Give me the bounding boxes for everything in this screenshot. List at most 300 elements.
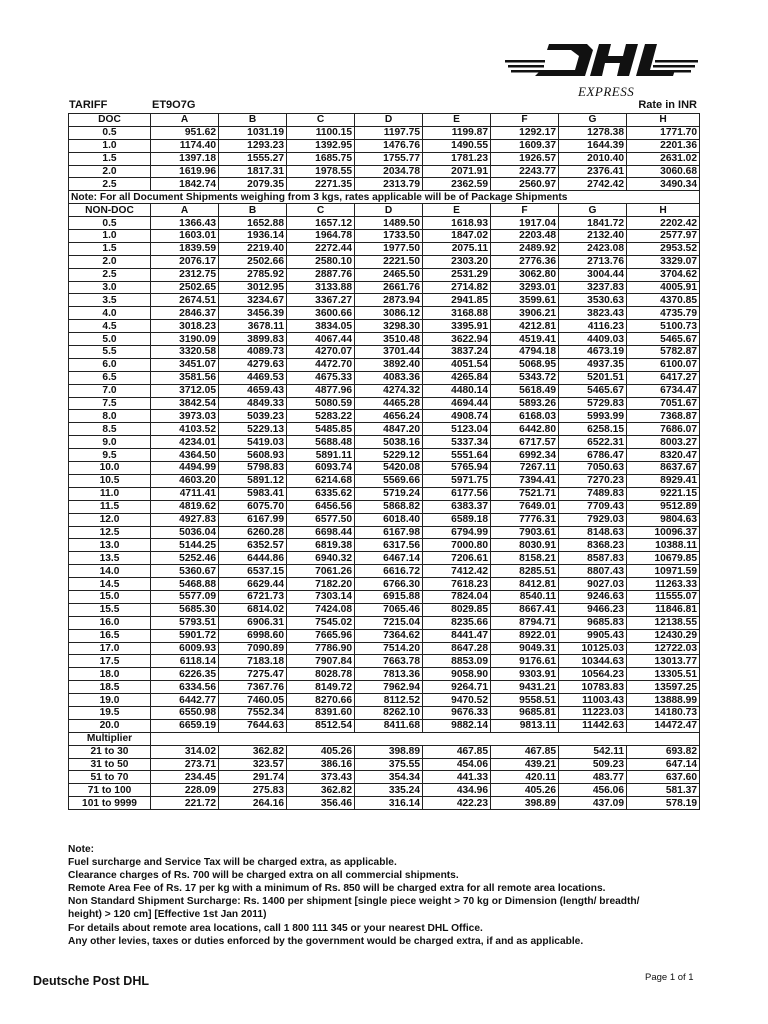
rate-cell: 6537.15 — [219, 565, 287, 578]
rate-cell: 5144.25 — [151, 539, 219, 552]
rate-cell: 9176.61 — [491, 655, 559, 668]
rate-unit: Rate in INR — [638, 99, 697, 111]
rate-cell: 1842.74 — [151, 178, 219, 191]
table-row — [69, 694, 700, 707]
rate-cell: 5465.67 — [559, 384, 627, 397]
rate-cell: 6442.80 — [491, 423, 559, 436]
rate-cell: 2531.29 — [423, 268, 491, 281]
row-label-cell: 7.5 — [69, 397, 151, 410]
rate-cell: 4005.91 — [627, 281, 700, 294]
rate-cell: 578.19 — [627, 797, 700, 810]
rate-cell: 8412.81 — [491, 578, 559, 591]
row-label-cell: 3.0 — [69, 281, 151, 294]
rate-cell: 2202.42 — [627, 217, 700, 230]
rate-cell: 4234.01 — [151, 436, 219, 449]
rate-cell: 420.11 — [491, 771, 559, 784]
rate-cell: 2785.92 — [219, 268, 287, 281]
rate-cell: 5569.66 — [355, 474, 423, 487]
rate-cell: 3834.05 — [287, 320, 355, 333]
rate-cell: 1609.37 — [491, 139, 559, 152]
row-label-cell: 7.0 — [69, 384, 151, 397]
rate-cell: 6018.40 — [355, 513, 423, 526]
rate-cell: 2661.76 — [355, 281, 423, 294]
rate-cell: 2713.76 — [559, 255, 627, 268]
table-row — [69, 165, 700, 178]
rate-cell: 4270.07 — [287, 346, 355, 359]
rate-cell: 7776.31 — [491, 513, 559, 526]
rate-cell: 5618.49 — [491, 384, 559, 397]
rate-cell: 6167.98 — [355, 526, 423, 539]
row-label-cell: 10.0 — [69, 462, 151, 475]
rate-cell: 1618.93 — [423, 217, 491, 230]
rate-cell: 4480.14 — [423, 384, 491, 397]
rate-cell: 6442.77 — [151, 694, 219, 707]
rate-cell: 398.89 — [355, 745, 423, 758]
rate-cell: 9676.33 — [423, 706, 491, 719]
rate-cell: 7552.34 — [219, 706, 287, 719]
rate-cell: 2714.82 — [423, 281, 491, 294]
rate-cell: 4847.20 — [355, 423, 423, 436]
rate-cell: 9882.14 — [423, 719, 491, 732]
rate-cell: 693.82 — [627, 745, 700, 758]
rate-cell: 9058.90 — [423, 668, 491, 681]
rate-cell: 6577.50 — [287, 513, 355, 526]
rate-cell: 11263.33 — [627, 578, 700, 591]
row-label-cell: 2.0 — [69, 255, 151, 268]
doc-note — [69, 191, 700, 204]
rate-cell: 386.16 — [287, 758, 355, 771]
rate-cell: 6814.02 — [219, 603, 287, 616]
rate-cell: 6786.47 — [559, 449, 627, 462]
table-row — [69, 500, 700, 513]
rate-cell: 362.82 — [219, 745, 287, 758]
rate-cell: 335.24 — [355, 784, 423, 797]
rate-cell: 10096.37 — [627, 526, 700, 539]
rate-cell: 316.14 — [355, 797, 423, 810]
row-label-cell: 5.5 — [69, 346, 151, 359]
rate-cell: 7412.42 — [423, 565, 491, 578]
rate-cell: F — [491, 204, 559, 217]
rate-cell: 5688.48 — [287, 436, 355, 449]
rate-cell: 13888.99 — [627, 694, 700, 707]
rate-cell: 3704.62 — [627, 268, 700, 281]
rate-cell: 439.21 — [491, 758, 559, 771]
rate-cell: 362.82 — [287, 784, 355, 797]
table-row — [69, 242, 700, 255]
rate-cell: 2376.41 — [559, 165, 627, 178]
rate-cell: 5729.83 — [559, 397, 627, 410]
rate-cell: 11442.63 — [559, 719, 627, 732]
rate-cell: 4937.35 — [559, 358, 627, 371]
rate-cell: 2423.08 — [559, 242, 627, 255]
rate-cell: 356.46 — [287, 797, 355, 810]
rate-cell: 2742.42 — [559, 178, 627, 191]
rate-cell: 4673.19 — [559, 346, 627, 359]
rate-cell: 3906.21 — [491, 307, 559, 320]
rate-cell: 6734.47 — [627, 384, 700, 397]
rate-cell: 3367.27 — [287, 294, 355, 307]
rate-cell: 7644.63 — [219, 719, 287, 732]
rate-cell: 1817.31 — [219, 165, 287, 178]
rate-cell: 1847.02 — [423, 230, 491, 243]
row-label-cell: 31 to 50 — [69, 758, 151, 771]
rate-cell: 6118.14 — [151, 655, 219, 668]
rate-cell: 2776.36 — [491, 255, 559, 268]
rate-cell: 8270.66 — [287, 694, 355, 707]
rate-cell: 4877.96 — [287, 384, 355, 397]
rate-cell: 1926.57 — [491, 152, 559, 165]
rate-cell: 6717.57 — [491, 436, 559, 449]
rate-cell: 8667.41 — [491, 603, 559, 616]
table-row — [69, 706, 700, 719]
table-row — [69, 152, 700, 165]
rate-cell: E — [423, 114, 491, 127]
row-label-cell: 2.0 — [69, 165, 151, 178]
rate-cell: 422.23 — [423, 797, 491, 810]
rate-cell: 4794.18 — [491, 346, 559, 359]
rate-cell: 3133.88 — [287, 281, 355, 294]
rate-cell: 6009.93 — [151, 642, 219, 655]
rate-cell: 8929.41 — [627, 474, 700, 487]
rate-cell: 7090.89 — [219, 642, 287, 655]
rate-cell: 4051.54 — [423, 358, 491, 371]
rate-cell: 2071.91 — [423, 165, 491, 178]
rate-cell: 7521.71 — [491, 487, 559, 500]
row-label-cell: 12.5 — [69, 526, 151, 539]
rate-cell: 437.09 — [559, 797, 627, 810]
rate-cell: 1917.04 — [491, 217, 559, 230]
row-label-cell: 6.0 — [69, 358, 151, 371]
rate-cell: 275.83 — [219, 784, 287, 797]
rate-cell: 9221.15 — [627, 487, 700, 500]
row-label-cell: 71 to 100 — [69, 784, 151, 797]
rate-cell: 405.26 — [491, 784, 559, 797]
table-row — [69, 294, 700, 307]
rate-cell: 4067.44 — [287, 333, 355, 346]
note-line: For details about remote area locations, call 1 800 111 345 or your nearest DHL Office. — [68, 922, 483, 934]
rate-cell: 7368.87 — [627, 410, 700, 423]
row-label-cell: 14.5 — [69, 578, 151, 591]
table-row — [69, 797, 700, 810]
rate-cell: 3899.83 — [219, 333, 287, 346]
rate-cell: 7665.96 — [287, 629, 355, 642]
rate-cell: 1978.55 — [287, 165, 355, 178]
rate-cell: 8637.67 — [627, 462, 700, 475]
rate-cell: 14472.47 — [627, 719, 700, 732]
rate-cell: 6334.56 — [151, 681, 219, 694]
rate-cell: 4711.41 — [151, 487, 219, 500]
rate-cell: 5420.08 — [355, 462, 423, 475]
row-label-cell: 4.0 — [69, 307, 151, 320]
page-number: Page 1 of 1 — [645, 972, 694, 983]
rate-cell: 4819.62 — [151, 500, 219, 513]
rate-cell: 5891.12 — [219, 474, 287, 487]
rate-cell: 5468.88 — [151, 578, 219, 591]
rate-cell: 7460.05 — [219, 694, 287, 707]
rate-cell: 8411.68 — [355, 719, 423, 732]
rate-cell: 6456.56 — [287, 500, 355, 513]
table-row — [69, 603, 700, 616]
rate-cell: 7267.11 — [491, 462, 559, 475]
rate-cell: 373.43 — [287, 771, 355, 784]
rate-table-body — [69, 114, 700, 810]
table-row — [69, 436, 700, 449]
rate-cell: 4849.33 — [219, 397, 287, 410]
rate-cell: 7215.04 — [355, 616, 423, 629]
rate-cell: 10783.83 — [559, 681, 627, 694]
rate-cell: 6794.99 — [423, 526, 491, 539]
rate-cell: 6383.37 — [423, 500, 491, 513]
rate-cell: 3320.58 — [151, 346, 219, 359]
rate-cell: 8148.63 — [559, 526, 627, 539]
rate-cell: 2132.40 — [559, 230, 627, 243]
rate-cell: 1964.78 — [287, 230, 355, 243]
rate-cell: 2631.02 — [627, 152, 700, 165]
rate-cell: 7394.41 — [491, 474, 559, 487]
rate-cell: 9264.71 — [423, 681, 491, 694]
rate-cell: 323.57 — [219, 758, 287, 771]
rate-cell: 6467.14 — [355, 552, 423, 565]
rate-cell: 7663.78 — [355, 655, 423, 668]
rate-cell: 1174.40 — [151, 139, 219, 152]
rate-cell: 581.37 — [627, 784, 700, 797]
table-row — [69, 178, 700, 191]
rate-cell: 354.34 — [355, 771, 423, 784]
rate-cell: 2243.77 — [491, 165, 559, 178]
row-label-cell: 11.5 — [69, 500, 151, 513]
rate-cell: 5038.16 — [355, 436, 423, 449]
note-line: Fuel surcharge and Service Tax will be charged extra, as applicable. — [68, 857, 397, 869]
rate-cell: 6214.68 — [287, 474, 355, 487]
rate-cell: 637.60 — [627, 771, 700, 784]
rate-cell: 1278.38 — [559, 126, 627, 139]
rate-cell: 10679.85 — [627, 552, 700, 565]
row-label-cell: 9.5 — [69, 449, 151, 462]
rate-cell: 6444.86 — [219, 552, 287, 565]
rate-cell: 3451.07 — [151, 358, 219, 371]
rate-cell: 1555.27 — [219, 152, 287, 165]
tariff-code: ET9O7G — [152, 99, 196, 111]
rate-cell: 3701.44 — [355, 346, 423, 359]
rate-cell: 4908.74 — [423, 410, 491, 423]
rate-cell: 7367.76 — [219, 681, 287, 694]
rate-cell: 3892.40 — [355, 358, 423, 371]
note-line: Remote Area Fee of Rs. 17 per kg with a minimum of Rs. 850 will be charged extra for all remote area locations. — [68, 883, 606, 895]
rate-cell: 3237.83 — [559, 281, 627, 294]
table-row — [69, 346, 700, 359]
row-label-cell: 19.0 — [69, 694, 151, 707]
rate-cell: 5201.51 — [559, 371, 627, 384]
rate-cell: 467.85 — [423, 745, 491, 758]
rate-cell: 6100.07 — [627, 358, 700, 371]
rate-cell: 5971.75 — [423, 474, 491, 487]
rate-cell: 5252.46 — [151, 552, 219, 565]
table-row — [69, 255, 700, 268]
rate-cell: 6258.15 — [559, 423, 627, 436]
rate-cell: 7364.62 — [355, 629, 423, 642]
table-row — [69, 333, 700, 346]
rate-cell: 11846.81 — [627, 603, 700, 616]
rate-cell: 6522.31 — [559, 436, 627, 449]
table-row — [69, 513, 700, 526]
row-label-cell: 18.0 — [69, 668, 151, 681]
rate-cell: H — [627, 114, 700, 127]
rate-cell: 221.72 — [151, 797, 219, 810]
row-label-cell: 17.5 — [69, 655, 151, 668]
rate-cell: 7929.03 — [559, 513, 627, 526]
dhl-logo — [505, 40, 698, 86]
row-label-cell: 16.5 — [69, 629, 151, 642]
rate-cell: 5068.95 — [491, 358, 559, 371]
rate-cell: 7275.47 — [219, 668, 287, 681]
rate-cell: 5993.99 — [559, 410, 627, 423]
table-row — [69, 358, 700, 371]
rate-cell: 4364.50 — [151, 449, 219, 462]
rate-cell: 7545.02 — [287, 616, 355, 629]
note-line: Non Standard Shipment Surcharge: Rs. 1400 per shipment [single piece weight > 70 kg or Dimension (length/ breadth/ — [68, 896, 640, 908]
rate-cell: 9470.52 — [423, 694, 491, 707]
rate-cell: 8922.01 — [491, 629, 559, 642]
rate-cell: 2953.52 — [627, 242, 700, 255]
row-label-cell: 19.5 — [69, 706, 151, 719]
rate-cell: 7050.63 — [559, 462, 627, 475]
rate-cell: 5039.23 — [219, 410, 287, 423]
rate-cell: 405.26 — [287, 745, 355, 758]
row-label-cell: 1.0 — [69, 230, 151, 243]
footer-brand: Deutsche Post DHL — [33, 974, 149, 988]
rate-cell: 11003.43 — [559, 694, 627, 707]
rate-cell: 3490.34 — [627, 178, 700, 191]
rate-cell: 3837.24 — [423, 346, 491, 359]
rate-cell: 5868.82 — [355, 500, 423, 513]
table-row — [69, 642, 700, 655]
rate-cell: 5360.67 — [151, 565, 219, 578]
table-row — [69, 616, 700, 629]
row-label-cell: 15.0 — [69, 590, 151, 603]
rate-cell: 10971.59 — [627, 565, 700, 578]
rate-cell: A — [151, 114, 219, 127]
rate-cell: 2465.50 — [355, 268, 423, 281]
rate-cell: 1685.75 — [287, 152, 355, 165]
tariff-label: TARIFF — [69, 99, 108, 111]
rate-cell: 3234.67 — [219, 294, 287, 307]
rate-cell: 13597.25 — [627, 681, 700, 694]
rate-cell: 4370.85 — [627, 294, 700, 307]
table-row — [69, 410, 700, 423]
table-row — [69, 462, 700, 475]
row-label-cell: 0.5 — [69, 217, 151, 230]
rate-cell: 3012.95 — [219, 281, 287, 294]
rate-cell: 228.09 — [151, 784, 219, 797]
rate-cell: 2034.78 — [355, 165, 423, 178]
rate-cell: 4735.79 — [627, 307, 700, 320]
rate-cell: 483.77 — [559, 771, 627, 784]
rate-cell: 5782.87 — [627, 346, 700, 359]
rate-cell: D — [355, 204, 423, 217]
row-label-cell: 11.0 — [69, 487, 151, 500]
rate-cell: 9303.91 — [491, 668, 559, 681]
row-label-cell: 4.5 — [69, 320, 151, 333]
rate-cell: 5080.59 — [287, 397, 355, 410]
rate-table — [68, 113, 700, 810]
rate-cell: 1197.75 — [355, 126, 423, 139]
row-label-cell: 8.5 — [69, 423, 151, 436]
rate-cell: 8262.10 — [355, 706, 423, 719]
table-row — [69, 681, 700, 694]
rate-cell: 4279.63 — [219, 358, 287, 371]
rate-cell: 8391.60 — [287, 706, 355, 719]
rate-cell: 12138.55 — [627, 616, 700, 629]
rate-cell: 4089.73 — [219, 346, 287, 359]
rate-cell: 7051.67 — [627, 397, 700, 410]
rate-cell: 6698.44 — [287, 526, 355, 539]
rate-cell: 6940.32 — [287, 552, 355, 565]
rate-cell: 8028.78 — [287, 668, 355, 681]
row-label-cell: 6.5 — [69, 371, 151, 384]
rate-cell: 10344.63 — [559, 655, 627, 668]
rate-cell: 7061.26 — [287, 565, 355, 578]
rate-cell: 6168.03 — [491, 410, 559, 423]
header-row — [69, 204, 700, 217]
rate-cell: 5283.22 — [287, 410, 355, 423]
table-row — [69, 578, 700, 591]
rate-cell: 2577.97 — [627, 230, 700, 243]
rate-cell: 1199.87 — [423, 126, 491, 139]
rate-cell: 1781.23 — [423, 152, 491, 165]
rate-cell: 5229.12 — [355, 449, 423, 462]
rate-cell: 6093.74 — [287, 462, 355, 475]
rate-cell: 234.45 — [151, 771, 219, 784]
rate-cell: H — [627, 204, 700, 217]
row-label-cell: 17.0 — [69, 642, 151, 655]
rate-cell: 273.71 — [151, 758, 219, 771]
rate-cell: 2502.66 — [219, 255, 287, 268]
rate-cell: 1292.17 — [491, 126, 559, 139]
rate-cell: 9813.11 — [491, 719, 559, 732]
rate-cell: 7182.20 — [287, 578, 355, 591]
rate-cell: 4927.83 — [151, 513, 219, 526]
row-label-cell: 1.0 — [69, 139, 151, 152]
row-label-cell: 18.5 — [69, 681, 151, 694]
rate-cell: 375.55 — [355, 758, 423, 771]
rate-cell: 4519.41 — [491, 333, 559, 346]
rate-cell: F — [491, 114, 559, 127]
rate-cell: 8235.66 — [423, 616, 491, 629]
table-row — [69, 487, 700, 500]
rate-cell: 1489.50 — [355, 217, 423, 230]
table-row — [69, 126, 700, 139]
rate-cell: 3823.43 — [559, 307, 627, 320]
row-label-cell: DOC — [69, 114, 151, 127]
rate-cell: 8512.54 — [287, 719, 355, 732]
rate-cell: 4469.53 — [219, 371, 287, 384]
row-label-cell: 101 to 9999 — [69, 797, 151, 810]
rate-cell: 11223.03 — [559, 706, 627, 719]
rate-cell: 5036.04 — [151, 526, 219, 539]
rate-cell: 10125.03 — [559, 642, 627, 655]
rate-cell: 3712.05 — [151, 384, 219, 397]
rate-cell: 291.74 — [219, 771, 287, 784]
rate-cell: 8158.21 — [491, 552, 559, 565]
rate-cell: 1839.59 — [151, 242, 219, 255]
rate-cell: 5100.73 — [627, 320, 700, 333]
rate-cell: 5983.41 — [219, 487, 287, 500]
rate-cell: 8320.47 — [627, 449, 700, 462]
rate-cell: 2271.35 — [287, 178, 355, 191]
table-row — [69, 423, 700, 436]
rate-cell: 6260.28 — [219, 526, 287, 539]
rate-cell: 1977.50 — [355, 242, 423, 255]
